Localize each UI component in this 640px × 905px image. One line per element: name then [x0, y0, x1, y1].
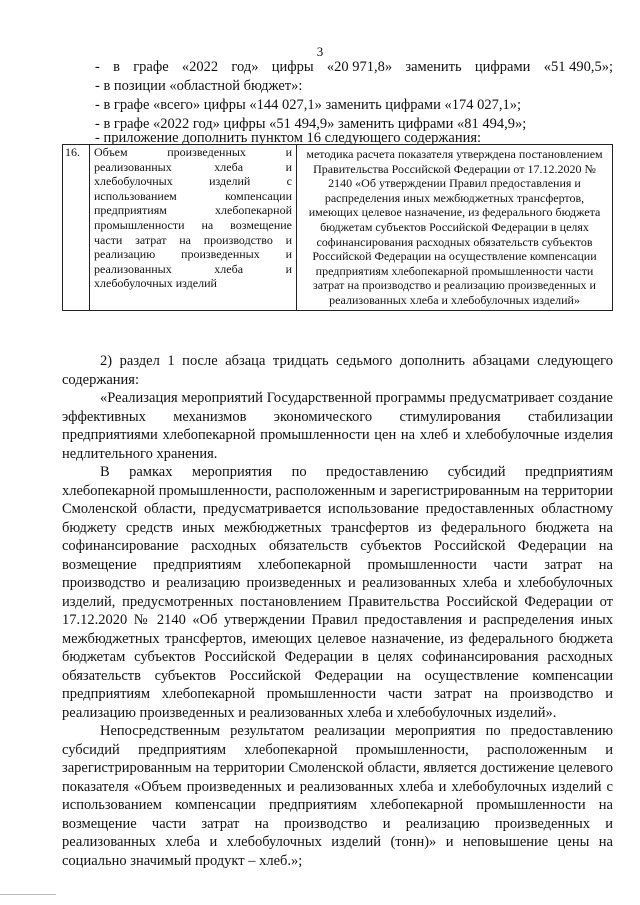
paragraph: 2) раздел 1 после абзаца тридцать седьмого дополнить абзацами следующего содержания:: [62, 353, 613, 388]
footer-divider: [0, 894, 56, 895]
amendment-word: «51 490,5»;: [543, 59, 613, 75]
amendment-word: год»: [231, 59, 259, 75]
amendment-word: «20 971,8»: [326, 59, 393, 75]
amendment-word: «2022: [181, 59, 219, 75]
table-row: [63, 145, 613, 311]
methodology: методика расчета показателя утверждена постановлением Правительства Российской Федерации от 17.12.2020 № 2140 «Об утверждении Правил предоставления и распределения иных межбюджетных трансфертов, имеющих целевое назначение, из федерального бюджета бюджетам субъектов Российской Федерации в целях софинансирования расходных обязательств субъектов Российской Федерации на осуществление компенсации предприятиям хлебопекарной промышленности части затрат на производство и реализацию произведенных и реализованных хлеба и хлебобулочных изделий»: [297, 145, 613, 311]
paragraph: Непосредственным результатом реализации мероприятия по предоставлению субсидий предприятиям хлебопекарной промышленности, расположенным и зарегистрированным на территории Смоленской области, является достижение целевого показателя «Объем произведенных и реализованных хлеба и хлебобулочных изделий с использованием компенсации предприятиям хлебопекарной промышленности на возмещение части затрат на производство и реализацию произведенных и реализованных хлеба и хлебобулочных изделий (тонн)» и неповышение цены на социально значимый продукт – хлеб.»;: [62, 723, 613, 869]
amendment-line-5: - приложение дополнить пунктом 16 следующего содержания:: [95, 130, 482, 146]
item-number: 16.: [63, 145, 90, 311]
amendment-line-1: [95, 59, 613, 76]
page-number: 3: [316, 44, 324, 59]
amendment-word: цифры: [271, 59, 314, 75]
paragraph: «Реализация мероприятий Государственной программы предусматривает создание эффективных механизмов экономического стимулирования стабилизации предприятиями хлебопекарной промышленности цен на хлеб и хлебобулочные изделия недлительного хранения.: [62, 390, 613, 462]
amendment-line-4: - в графе «2022 год» цифры «51 494,9» заменить цифрами «81 494,9»;: [95, 116, 527, 132]
amendment-line-2: - в позиции «областной бюджет»:: [95, 78, 303, 94]
amendment-word: графе: [133, 59, 169, 75]
amendment-line-3: - в графе «всего» цифры «144 027,1» заменить цифрами «174 027,1»;: [95, 97, 522, 113]
amendment-word: цифрами: [474, 59, 531, 75]
amendment-word: -: [95, 59, 100, 75]
indicator-name: Объем произведенных и реализованных хлеба и хлебобулочных изделий с использованием компенсации предприятиям хлебопекарной промышленности на возмещение части затрат на производство и реализацию произведенных и реализованных хлеба и хлебобулочных изделий: [90, 145, 297, 311]
appendix-table: [62, 144, 613, 311]
paragraph: В рамках мероприятия по предоставлению субсидий предприятиям хлебопекарной промышленности, расположенным и зарегистрированным на территории Смоленской области, предусматривается использование предоставленных областному бюджету средств иных межбюджетных трансфертов из федерального бюджета на софинансирование расходных обязательств субъектов Российской Федерации на возмещение предприятиям хлебопекарной промышленности части затрат на производство и реализацию произведенных и реализованных хлеба и хлебобулочных изделий, предусмотренных постановлением Правительства Российской Федерации от 17.12.2020 № 2140 «Об утверждении Правил предоставления и распределения иных межбюджетных трансфертов, имеющих целевое назначение, из федерального бюджета бюджетам субъектов Российской Федерации в целях софинансирования расходных обязательств субъектов Российской Федерации на осуществление компенсации предприятиям хлебопекарной промышленности части затрат на производство и реализацию произведенных и реализованных хлеба и хлебобулочных изделий».: [62, 464, 613, 721]
body-text: [62, 352, 613, 870]
amendment-word: в: [113, 59, 120, 75]
amendment-word: заменить: [405, 59, 462, 75]
